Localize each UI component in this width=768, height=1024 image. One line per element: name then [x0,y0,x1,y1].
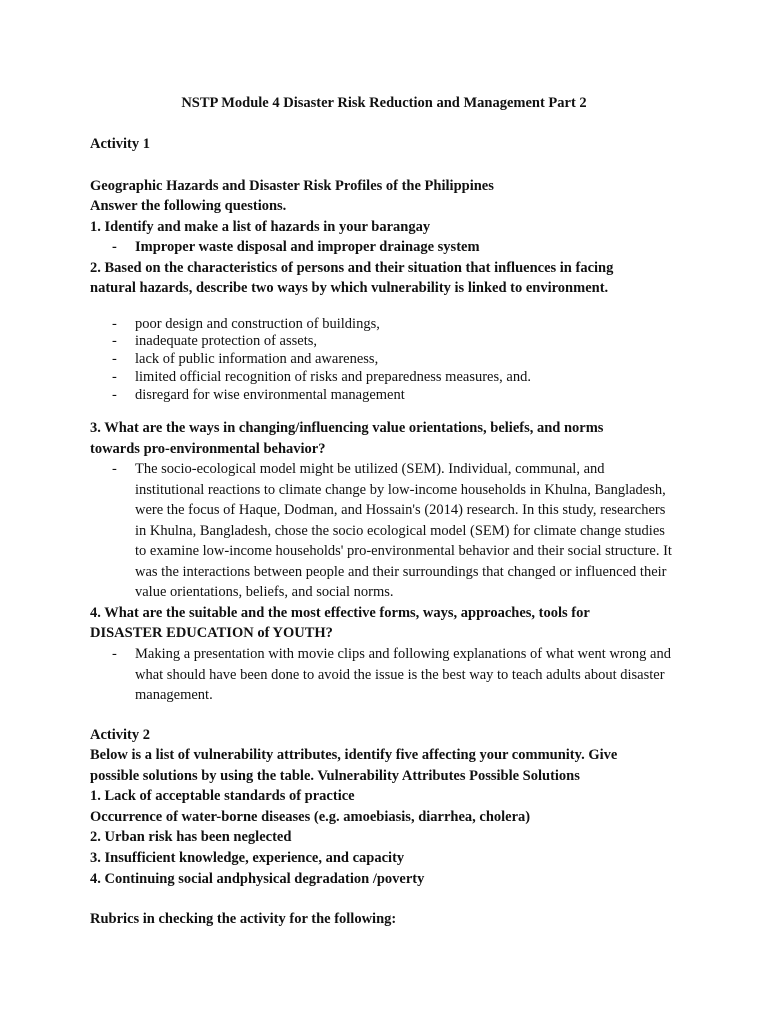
activity2-item: 4. Continuing social andphysical degradation /poverty [90,871,425,887]
bullet-dash: - [112,239,117,255]
question-3-line-1: 3. What are the ways in changing/influencing value orientations, beliefs, and norms [90,420,604,436]
bullet-dash: - [112,387,117,403]
bullet-dash: - [112,316,117,332]
bullet-dash: - [112,333,117,349]
activity2-item: 3. Insufficient knowledge, experience, and capacity [90,850,405,866]
section-heading: Geographic Hazards and Disaster Risk Profiles of the Philippines [90,178,494,194]
activity1-heading: Activity 1 [90,136,150,152]
activity2-item: 1. Lack of acceptable standards of practice [90,788,355,804]
question-2-answer-item: inadequate protection of assets, [135,333,317,349]
document-title: NSTP Module 4 Disaster Risk Reduction and Management Part 2 [181,95,587,111]
activity2-instruction-line-2: possible solutions by using the table. Vulnerability Attributes Possible Solutions [90,768,580,784]
activity2-instruction-line-1: Below is a list of vulnerability attributes, identify five affecting your community. Give [90,747,618,763]
rubrics-heading: Rubrics in checking the activity for the following: [90,911,397,927]
question-2-line-1: 2. Based on the characteristics of persons and their situation that influences in facing [90,260,614,276]
activity2-item: Occurrence of water-borne diseases (e.g. amoebiasis, diarrhea, cholera) [90,809,531,825]
question-2-answer-item: poor design and construction of buildings, [135,316,380,332]
question-4-answer: Making a presentation with movie clips and following explanations of what went wrong and what should have been done to avoid the issue is the best way to teach adults about disaster management. [135,646,671,703]
question-4-line-1: 4. What are the suitable and the most effective forms, ways, approaches, tools for [90,605,590,621]
question-3-line-2: towards pro-environmental behavior? [90,441,326,457]
bullet-dash: - [112,646,117,662]
question-1-answer: Improper waste disposal and improper drainage system [135,239,480,255]
activity2-item: 2. Urban risk has been neglected [90,829,292,845]
question-2-line-2: natural hazards, describe two ways by which vulnerability is linked to environment. [90,280,609,296]
question-2-answer-item: disregard for wise environmental management [135,387,405,403]
question-3-answer: The socio-ecological model might be utilized (SEM). Individual, communal, and institutional reactions to climate change by low-income households in Khulna, Bangladesh, were the focus of Haque, Dodman, and Hossain's (2014) research. In this study, researchers in Khulna, Bangladesh, chose the socio ecological model (SEM) for climate change studies to examine low-income households' pro-environmental behavior and their social structure. It was the interactions between people and their surroundings that changed or influenced their value orientations, beliefs, and social norms. [135,461,672,600]
question-1: 1. Identify and make a list of hazards in your barangay [90,219,431,235]
question-4-line-2: DISASTER EDUCATION of YOUTH? [90,625,333,641]
bullet-dash: - [112,369,117,385]
question-2-answer-item: lack of public information and awareness, [135,351,379,367]
question-2-answer-item: limited official recognition of risks and preparedness measures, and. [135,369,531,385]
bullet-dash: - [112,351,117,367]
bullet-dash: - [112,461,117,477]
activity2-heading: Activity 2 [90,727,150,743]
instruction-text: Answer the following questions. [90,198,287,214]
